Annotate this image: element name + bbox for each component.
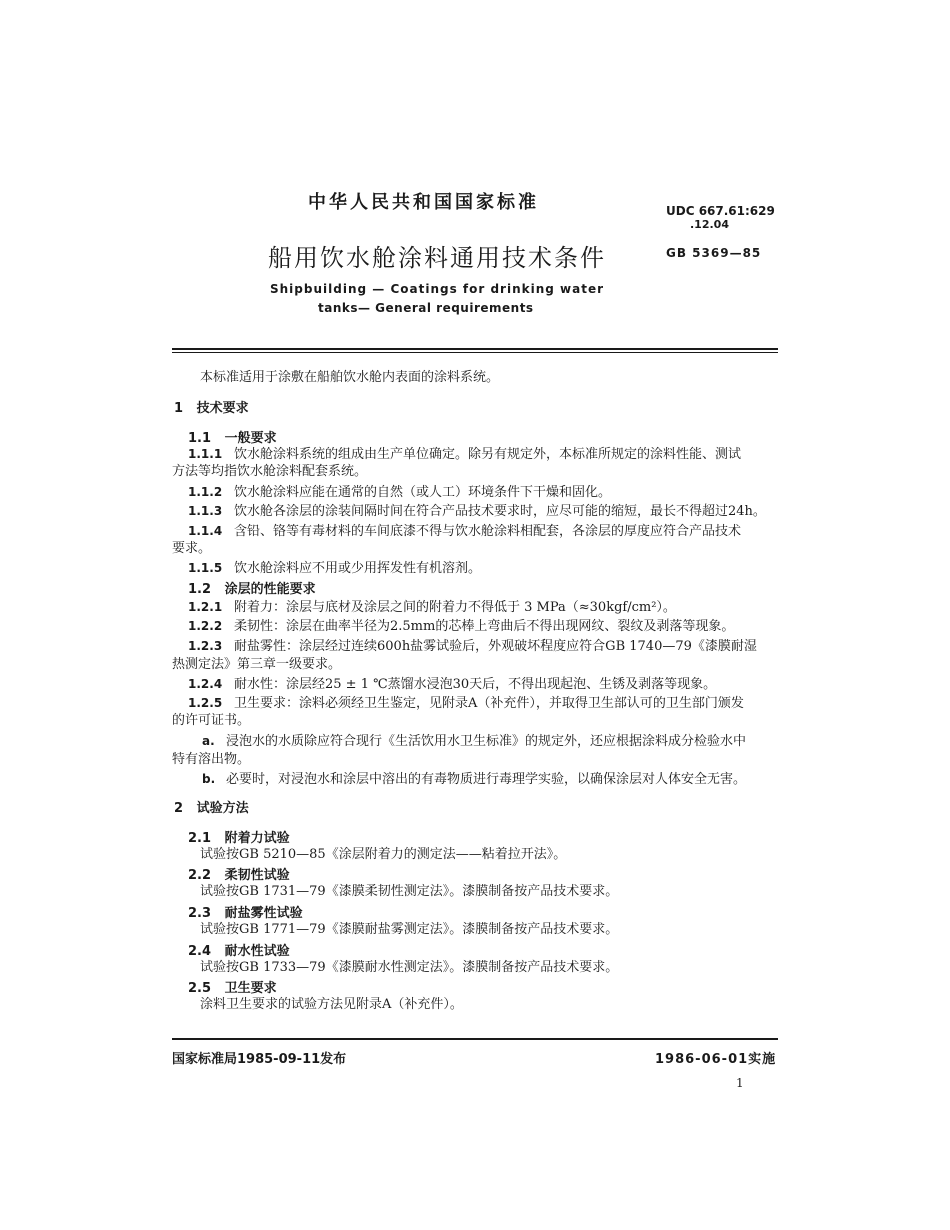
clause-1-1-5 bbox=[188, 559, 481, 578]
clause-number: 1.1.4 bbox=[188, 524, 223, 538]
clause-1-1-4 bbox=[188, 522, 741, 541]
clause-number: 1.2.3 bbox=[188, 639, 223, 653]
clause-1-1-1-continued: 方法等均指饮水舱涂料配套系统。 bbox=[172, 464, 368, 479]
item-a bbox=[202, 732, 746, 751]
english-title-line-1: Shipbuilding — Coatings for drinking water bbox=[270, 282, 604, 296]
header-divider-thin bbox=[172, 352, 778, 353]
doc-title: 船用饮水舱涂料通用技术条件 bbox=[268, 244, 606, 272]
item-marker: a. bbox=[202, 734, 215, 748]
issue-date: 国家标准局1985-09-11发布 bbox=[172, 1052, 347, 1067]
clause-1-2-4 bbox=[188, 675, 716, 694]
section-title: 一般要求 bbox=[224, 431, 277, 446]
clause-number: 1.1.2 bbox=[188, 485, 223, 499]
clause-1-1-2 bbox=[188, 483, 611, 502]
clause-1-2-2 bbox=[188, 617, 734, 636]
section-1-1-heading bbox=[188, 427, 277, 446]
section-2-1-heading bbox=[188, 827, 290, 846]
clause-number: 1.1.1 bbox=[188, 447, 223, 461]
udc-code-continued: .12.04 bbox=[690, 218, 729, 231]
section-number: 2.5 bbox=[188, 981, 212, 996]
section-2-3-text: 试验按GB 1771—79《漆膜耐盐雾测定法》。漆膜制备按产品技术要求。 bbox=[200, 922, 619, 937]
clause-1-2-1 bbox=[188, 598, 676, 617]
clause-text: 含铅、铬等有毒材料的车间底漆不得与饮水舱涂料相配套，各涂层的厚度应符合产品技术 bbox=[234, 524, 742, 539]
section-1-heading bbox=[174, 397, 249, 416]
section-title: 试验方法 bbox=[196, 801, 249, 816]
clause-text: 饮水舱涂料应不用或少用挥发性有机溶剂。 bbox=[234, 561, 482, 576]
clause-number: 1.2.1 bbox=[188, 600, 223, 614]
section-title: 附着力试验 bbox=[224, 831, 290, 846]
effective-date: 1986-06-01实施 bbox=[655, 1052, 777, 1067]
udc-code: UDC 667.61:629 bbox=[666, 204, 775, 218]
clause-number: 1.1.5 bbox=[188, 561, 223, 575]
page-number: 1 bbox=[736, 1076, 744, 1090]
header-divider-thick bbox=[172, 348, 778, 350]
footer-divider bbox=[172, 1038, 778, 1040]
section-number: 1.2 bbox=[188, 582, 212, 597]
item-text: 浸泡水的水质除应符合现行《生活饮用水卫生标准》的规定外，还应根据涂料成分检验水中 bbox=[226, 734, 747, 749]
section-number: 1 bbox=[174, 401, 184, 416]
clause-text: 饮水舱各涂层的涂装间隔时间在符合产品技术要求时，应尽可能的缩短，最长不得超过24h。 bbox=[234, 504, 766, 519]
section-title: 柔韧性试验 bbox=[224, 868, 290, 883]
clause-text: 卫生要求：涂料必须经卫生鉴定，见附录A（补充件），并取得卫生部认可的卫生部门颁发 bbox=[234, 696, 744, 711]
clause-text: 耐水性：涂层经25 ± 1 ℃蒸馏水浸泡30天后，不得出现起泡、生锈及剥落等现象。 bbox=[234, 677, 717, 692]
clause-text: 附着力：涂层与底材及涂层之间的附着力不得低于 3 MPa（≈30kgf/cm²）。 bbox=[234, 600, 676, 615]
section-title: 卫生要求 bbox=[224, 981, 277, 996]
english-title-line-2: tanks— General requirements bbox=[318, 301, 534, 315]
clause-text: 柔韧性：涂层在曲率半径为2.5mm的芯棒上弯曲后不得出现网纹、裂纹及剥落等现象。 bbox=[234, 619, 735, 634]
section-2-4-text: 试验按GB 1733—79《漆膜耐水性测定法》。漆膜制备按产品技术要求。 bbox=[200, 960, 619, 975]
section-2-5-heading bbox=[188, 977, 277, 996]
section-2-4-heading bbox=[188, 940, 290, 959]
clause-1-1-1 bbox=[188, 445, 741, 464]
section-2-5-text: 涂料卫生要求的试验方法见附录A（补充件）。 bbox=[200, 997, 463, 1012]
clause-text: 饮水舱涂料系统的组成由生产单位确定。除另有规定外，本标准所规定的涂料性能、测试 bbox=[234, 447, 742, 462]
clause-1-2-5 bbox=[188, 694, 744, 713]
clause-1-1-4-continued: 要求。 bbox=[172, 541, 212, 556]
section-2-2-heading bbox=[188, 864, 290, 883]
section-number: 2.1 bbox=[188, 831, 212, 846]
item-a-continued: 特有溶出物。 bbox=[172, 752, 251, 767]
section-number: 2.2 bbox=[188, 868, 212, 883]
clause-1-2-5-continued: 的许可证书。 bbox=[172, 713, 251, 728]
clause-1-2-3 bbox=[188, 637, 757, 656]
item-marker: b. bbox=[202, 772, 216, 786]
clause-1-2-3-continued: 热测定法》第三章一级要求。 bbox=[172, 657, 342, 672]
item-b bbox=[202, 770, 746, 789]
section-number: 2.3 bbox=[188, 906, 212, 921]
section-title: 耐盐雾性试验 bbox=[224, 906, 303, 921]
section-title: 技术要求 bbox=[196, 401, 249, 416]
section-2-3-heading bbox=[188, 902, 303, 921]
gb-code: GB 5369—85 bbox=[666, 246, 762, 260]
section-2-2-text: 试验按GB 1731—79《漆膜柔韧性测定法》。漆膜制备按产品技术要求。 bbox=[200, 884, 619, 899]
section-title: 耐水性试验 bbox=[224, 944, 290, 959]
section-1-2-heading bbox=[188, 578, 316, 597]
clause-text: 耐盐雾性：涂层经过连续600h盐雾试验后，外观破坏程度应符合GB 1740—79《漆膜耐湿 bbox=[234, 639, 757, 654]
org-title: 中华人民共和国国家标准 bbox=[308, 192, 539, 213]
clause-number: 1.1.3 bbox=[188, 504, 223, 518]
item-text: 必要时，对浸泡水和涂层中溶出的有毒物质进行毒理学实验，以确保涂层对人体安全无害。 bbox=[226, 772, 747, 787]
clause-number: 1.2.5 bbox=[188, 696, 223, 710]
section-2-heading bbox=[174, 797, 249, 816]
clause-text: 饮水舱涂料应能在通常的自然（或人工）环境条件下干燥和固化。 bbox=[234, 485, 612, 500]
section-number: 2 bbox=[174, 801, 184, 816]
section-number: 2.4 bbox=[188, 944, 212, 959]
section-number: 1.1 bbox=[188, 431, 212, 446]
clause-number: 1.2.2 bbox=[188, 619, 223, 633]
intro-paragraph: 本标准适用于涂敷在船舶饮水舱内表面的涂料系统。 bbox=[200, 370, 500, 385]
clause-number: 1.2.4 bbox=[188, 677, 223, 691]
clause-1-1-3 bbox=[188, 502, 766, 521]
section-2-1-text: 试验按GB 5210—85《涂层附着力的测定法——粘着拉开法》。 bbox=[200, 847, 567, 862]
section-title: 涂层的性能要求 bbox=[224, 582, 316, 597]
